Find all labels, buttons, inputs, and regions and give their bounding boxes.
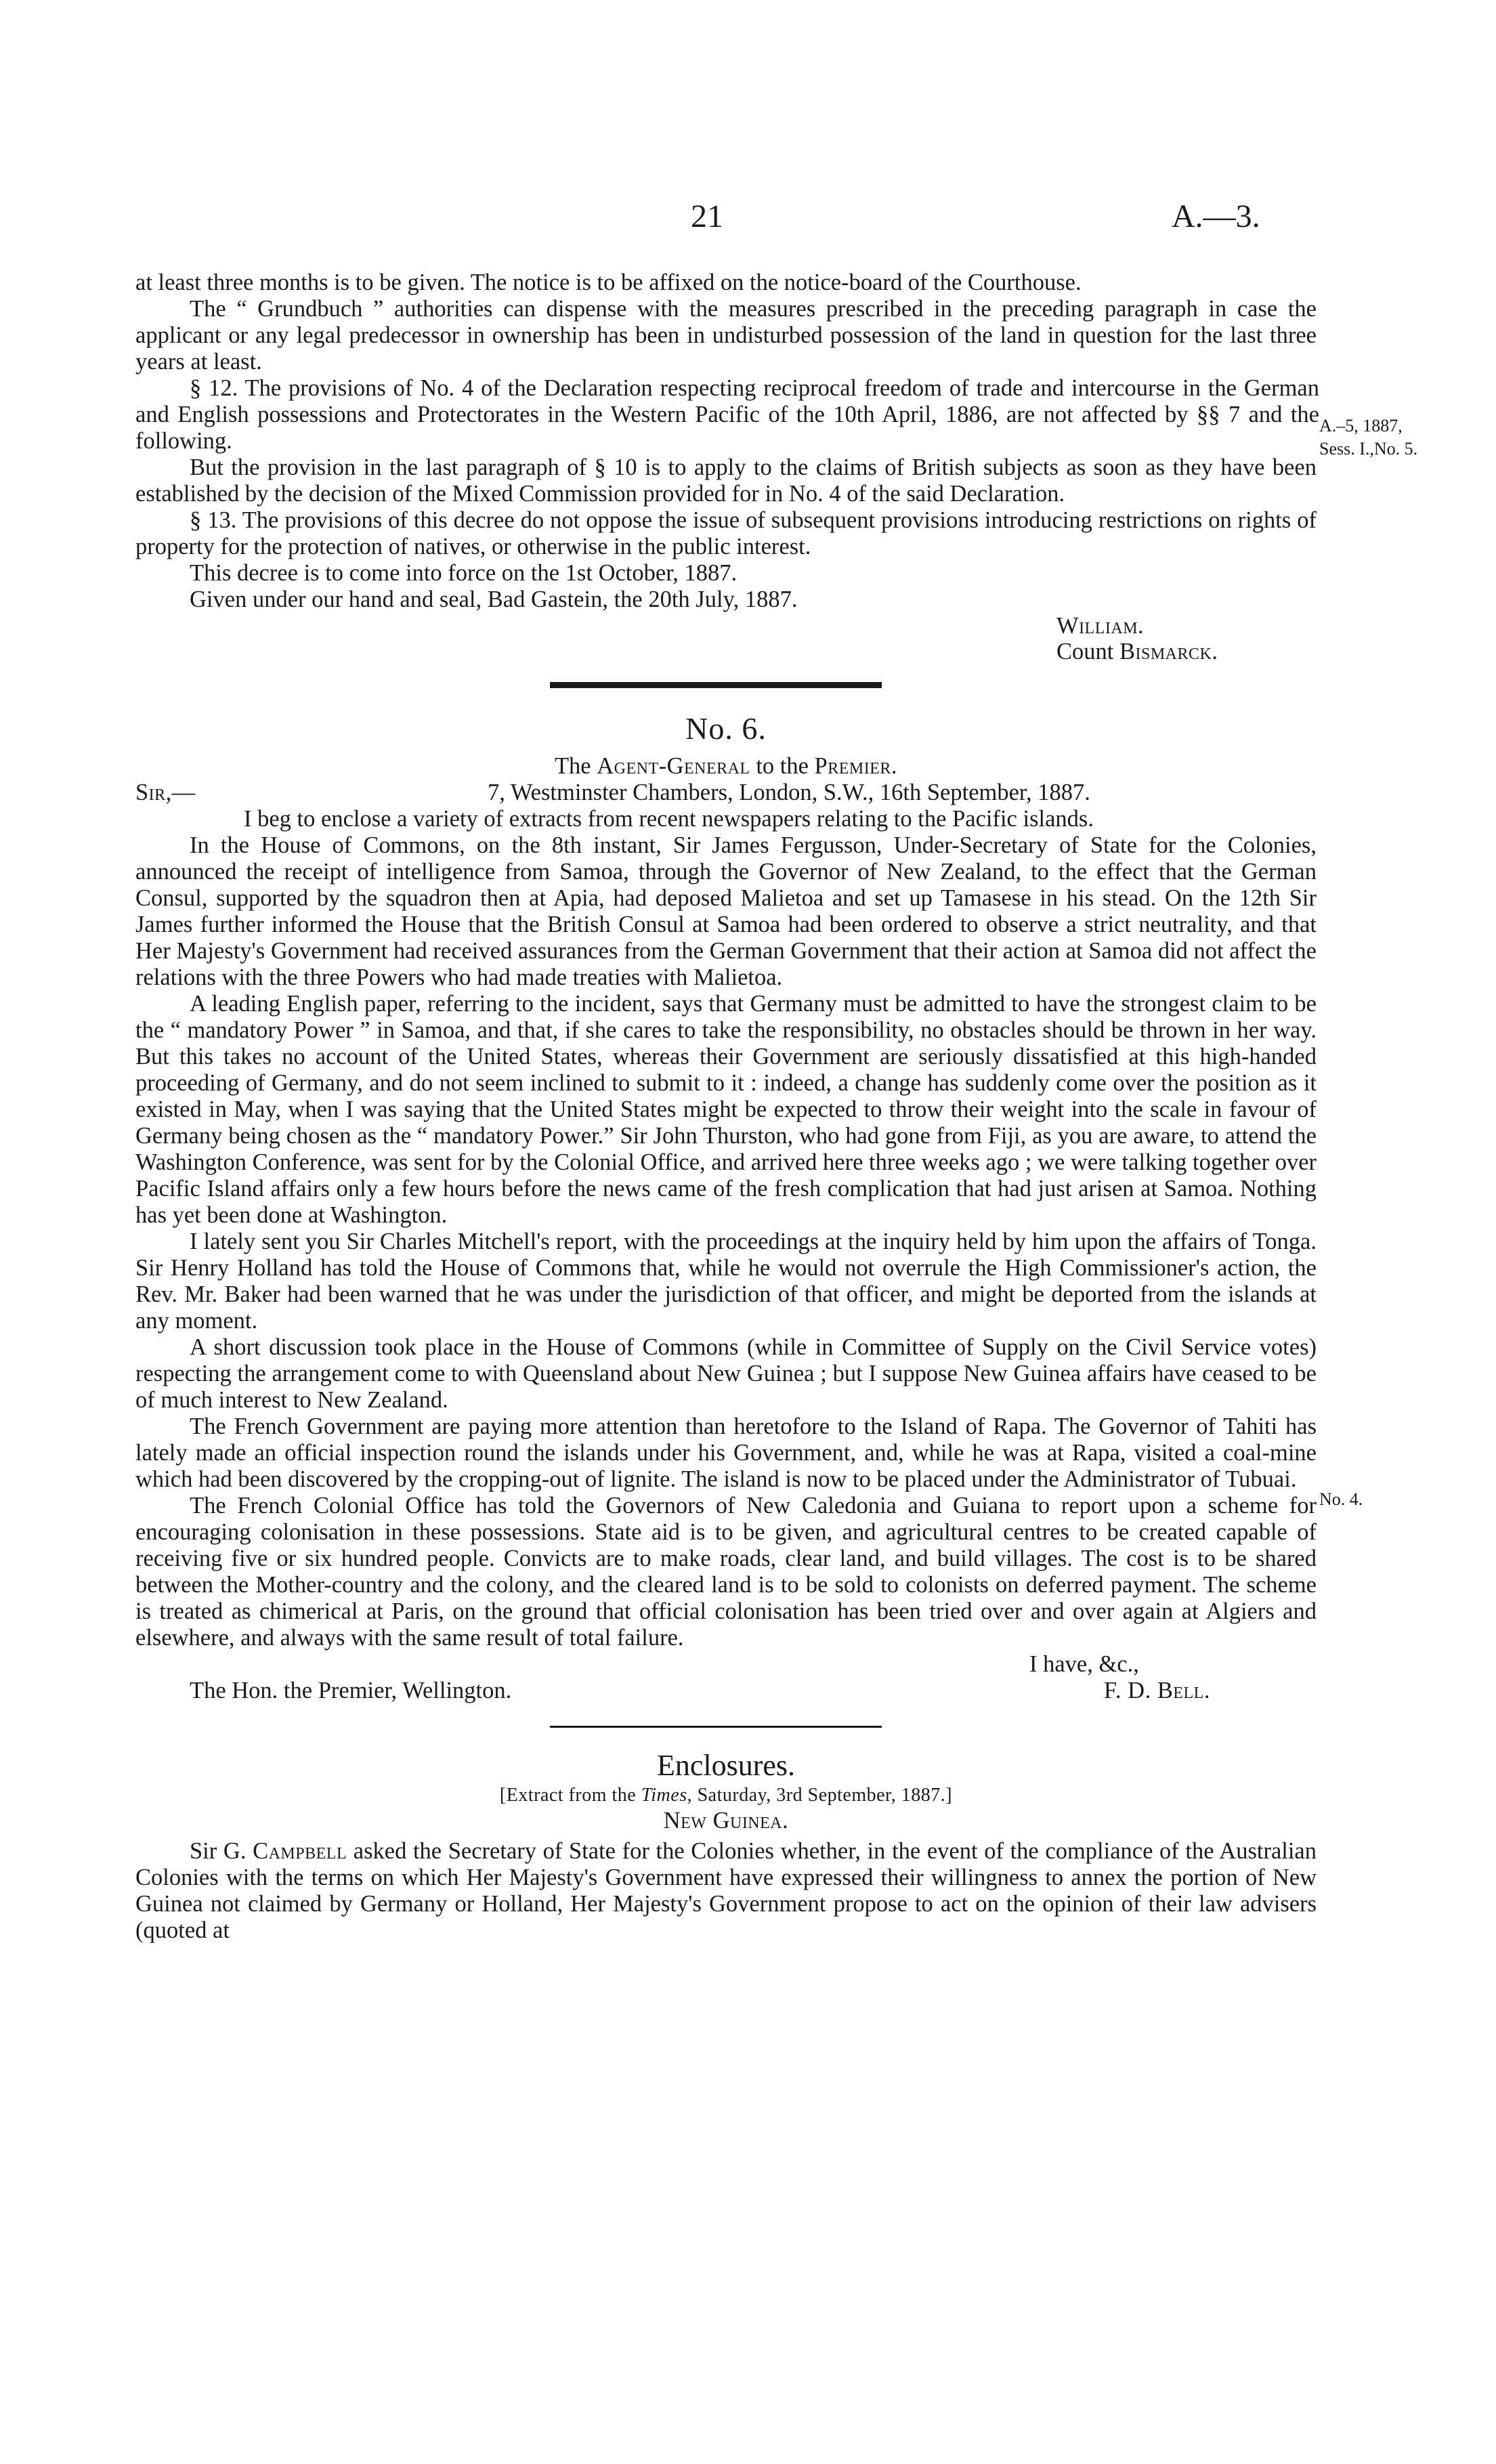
salutation-line (135, 780, 1317, 806)
letter-paragraph: The French Government are paying more attention than heretofore to the Island of Rapa. The Governor of Tahiti has lately made an official inspection round the islands under his Government, and, while he was at Rapa, visited a coal-mine which had been discovered by the cropping-out of lignite. The island is now to be placed under the Administrator of Tubuai. (135, 1414, 1317, 1492)
letter-address: 7, Westminster Chambers, London, S.W., 16th September, 1887. (488, 780, 1090, 805)
document-reference: A.—3. (1172, 198, 1260, 234)
letter-paragraph: I lately sent you Sir Charles Mitchell's report, with the proceedings at the inquiry held by him upon the affairs of Tonga. Sir Henry Holland has told the House of Commons that, while he would not overrule the High Commissioner's action, the Rev. Mr. Baker had been warned that he was under the jurisdiction of that officer, and might be deported from the islands at any moment. (135, 1229, 1317, 1334)
decree-paragraph: Given under our hand and seal, Bad Gastein, the 20th July, 1887. (190, 587, 798, 612)
letter-closing: I have, &c., (1029, 1651, 1139, 1677)
decree-paragraph: But the provision in the last paragraph of § 10 is to apply to the claims of British subjects as soon as they have been established by the decision of the Mixed Commission provided for in No. 4 of the said Declaration. (135, 454, 1317, 507)
letter-signer: F. D. Bell. (1104, 1678, 1210, 1703)
signature-bismarck: Count Bismarck. (1056, 639, 1218, 664)
signature-william: William. (1056, 613, 1145, 639)
letter-closing-line (135, 1678, 1317, 1704)
letter-heading: The Agent-General to the Premier. (554, 753, 898, 779)
decree-paragraph: § 13. The provisions of this decree do not oppose the issue of subsequent provisions introducing restrictions on rights of property for the protection of natives, or otherwise in the public interest. (135, 507, 1317, 559)
decree-paragraph: § 12. The provisions of No. 4 of the Declaration respecting reciprocal freedom of trade and intercourse in the German and English possessions and Protectorates in the Western Pacific of the 10th April, 1886, are not affected by §§ 7 and the following. (135, 375, 1319, 454)
decree-signatures (1056, 613, 1317, 664)
letter-paragraph: I beg to enclose a variety of extracts from recent newspapers relating to the Pacific islands. (244, 806, 1094, 832)
extract-source: [Extract from the Times, Saturday, 3rd September, 1887.] (499, 1785, 953, 1806)
page-body (135, 270, 1317, 1944)
page-number: 21 (691, 198, 723, 234)
margin-note-line: A.–5, 1887, (1319, 416, 1403, 436)
margin-note-no4: No. 4. (1319, 1489, 1363, 1509)
enclosure-subheading: New Guinea. (663, 1808, 789, 1833)
section-divider (550, 1726, 882, 1728)
section-divider (550, 682, 882, 688)
margin-note-line: Sess. I.,No. 5. (1319, 439, 1418, 459)
salutation: Sir,— (135, 780, 196, 805)
letter-paragraph: The French Colonial Office has told the Governors of New Caledonia and Guiana to report upon a scheme for encouraging colonisation in these possessions. State aid is to be given, and agricultural centres to be created capable of receiving five or six hundred people. Convicts are to make roads, clear land, and build villages. The cost is to be shared between the Mother-country and the colony, and the cleared land is to be sold to colonists on deferred payment. The scheme is treated as chimerical at Paris, on the ground that official colonisation has been tried over and over again at Algiers and elsewhere, and always with the same result of total failure. (135, 1493, 1317, 1651)
letter-paragraph: In the House of Commons, on the 8th instant, Sir James Fergusson, Under-Secretary of State for the Colonies, announced the receipt of intelligence from Samoa, through the Governor of New Zealand, to the effect that the German Consul, supported by the squadron then at Apia, had deposed Malietoa and set up Tamasese in his stead. On the 12th Sir James further informed the House that the British Consul at Samoa had been ordered to observe a strict neutrality, and that Her Majesty's Government had received assurances from the German Government that their action at Samoa did not affect the relations with the three Powers who had made treaties with Malietoa. (135, 832, 1317, 990)
letter-paragraph: A short discussion took place in the House of Commons (while in Committee of Supply on the Civil Service votes) respecting the arrangement come to with Queensland about New Guinea ; but I suppose New Guinea affairs have ceased to be of much interest to New Zealand. (135, 1334, 1317, 1413)
decree-paragraph: This decree is to come into force on the 1st October, 1887. (190, 560, 738, 586)
letter-number: No. 6. (685, 711, 767, 746)
margin-note-declaration (1319, 415, 1417, 461)
enclosure-paragraph: Sir G. Campbell asked the Secretary of State for the Colonies whether, in the event of the compliance of the Australian Colonies with the terms on which Her Majesty's Government have expressed their willingness to annex the portion of New Guinea not claimed by Germany or Holland, Her Majesty's Government propose to act on the opinion of their law advisers (quoted at (135, 1838, 1317, 1943)
letter-paragraph: A leading English paper, referring to the incident, says that Germany must be admitted to have the strongest claim to be the “ mandatory Power ” in Samoa, and that, if she cares to take the responsibility, no obstacles should be thrown in her way. But this takes no account of the United States, whereas their Government are seriously dissatisfied at this high-handed proceeding of Germany, and do not seem inclined to submit to it : indeed, a change has suddenly come over the position as it existed in May, when I was saying that the United States might be expected to throw their weight into the scale in favour of Germany being chosen as the “ mandatory Power.” Sir John Thurston, who had gone from Fiji, as you are aware, to attend the Washington Conference, was sent for by the Colonial Office, and arrived here three weeks ago ; we were talking together over Pacific Island affairs only a few hours before the news came of the fresh complication that had just arisen at Samoa. Nothing has yet been done at Washington. (135, 991, 1317, 1228)
letter-addressee: The Hon. the Premier, Wellington. (190, 1678, 512, 1703)
enclosures-title: Enclosures. (656, 1749, 796, 1782)
decree-paragraph: The “ Grundbuch ” authorities can dispense with the measures prescribed in the preceding paragraph in case the applicant or any legal predecessor in ownership has been in undisturbed possession of the land in question for the last three years at least. (135, 296, 1317, 375)
decree-paragraph: at least three months is to be given. The notice is to be affixed on the notice-board of the Courthouse. (135, 270, 1082, 295)
